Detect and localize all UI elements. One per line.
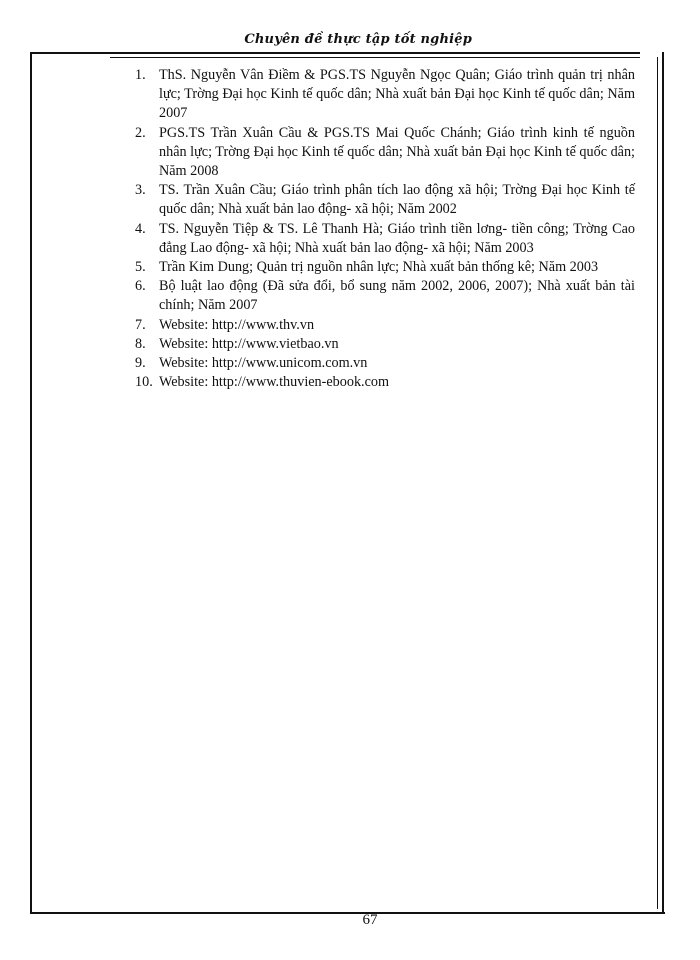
reference-number: 5. [135,259,146,276]
reference-link-text: Website: http://www.thv.vn [159,316,315,333]
reference-item [135,277,635,315]
header-rule [110,52,640,54]
page-border-right-thin [657,57,658,909]
reference-number: 7. [135,316,146,333]
reference-number: 9. [135,355,146,372]
reference-text: PGS.TS Trần Xuân Cầu & PGS.TS Mai Quốc Chánh; Giáo trình kinh tế nguồn nhân lực; Trờng Đại học Kinh tế quốc dân; Nhà xuất bản Đại học Kinh tế quốc dân; Năm 2008 [159,124,635,180]
header-rule-thin [110,57,640,58]
reference-number: 3. [135,182,146,199]
reference-item [135,316,635,335]
reference-text: TS. Nguyễn Tiệp & TS. Lê Thanh Hà; Giáo trình tiền lơng- tiền công; Trờng Cao đẳng Lao động- xã hội; Nhà xuất bản lao động- xã hội; Năm 2003 [159,220,635,256]
reference-item [135,258,635,277]
page-number: 67 [362,912,378,928]
reference-item [135,220,635,258]
page-border-top [30,52,110,54]
reference-item [135,124,635,182]
reference-text: Trần Kim Dung; Quản trị nguồn nhân lực; Nhà xuất bản thống kê; Năm 2003 [159,259,599,276]
reference-text: TS. Trần Xuân Cầu; Giáo trình phân tích lao động xã hội; Trờng Đại học Kinh tế quốc dân; Nhà xuất bản lao động- xã hội; Năm 2002 [159,182,635,218]
reference-number: 1. [135,67,146,83]
reference-link-text: Website: http://www.vietbao.vn [159,335,339,352]
reference-number: 4. [135,220,146,237]
reference-number: 8. [135,335,146,352]
reference-item [135,354,635,373]
reference-number: 6. [135,278,146,295]
page-border-right [662,52,664,914]
reference-link-text: Website: http://www.unicom.com.vn [159,355,368,372]
reference-text: Bộ luật lao động (Đã sửa đổi, bổ sung năm 2002, 2006, 2007); Nhà xuất bản tài chính; Năm 2007 [159,278,635,314]
reference-list [135,66,635,392]
reference-item [135,373,635,392]
reference-link-text: Website: http://www.thuvien-ebook.com [159,374,390,391]
page-border-left [30,52,32,914]
reference-item [135,181,635,219]
reference-item [135,335,635,354]
reference-number: 2. [135,124,146,141]
reference-text: ThS. Nguyễn Vân Điềm & PGS.TS Nguyễn Ngọc Quân; Giáo trình quản trị nhân lực; Trờng Đại học Kinh tế quốc dân; Nhà xuất bản Đại học Kinh tế quốc dân; Năm 2007 [159,67,635,122]
page-header [110,30,640,50]
header-title: Chuyên đề thực tập tốt nghiệp [244,32,472,47]
reference-number: 10. [135,374,153,391]
reference-item [135,66,635,124]
